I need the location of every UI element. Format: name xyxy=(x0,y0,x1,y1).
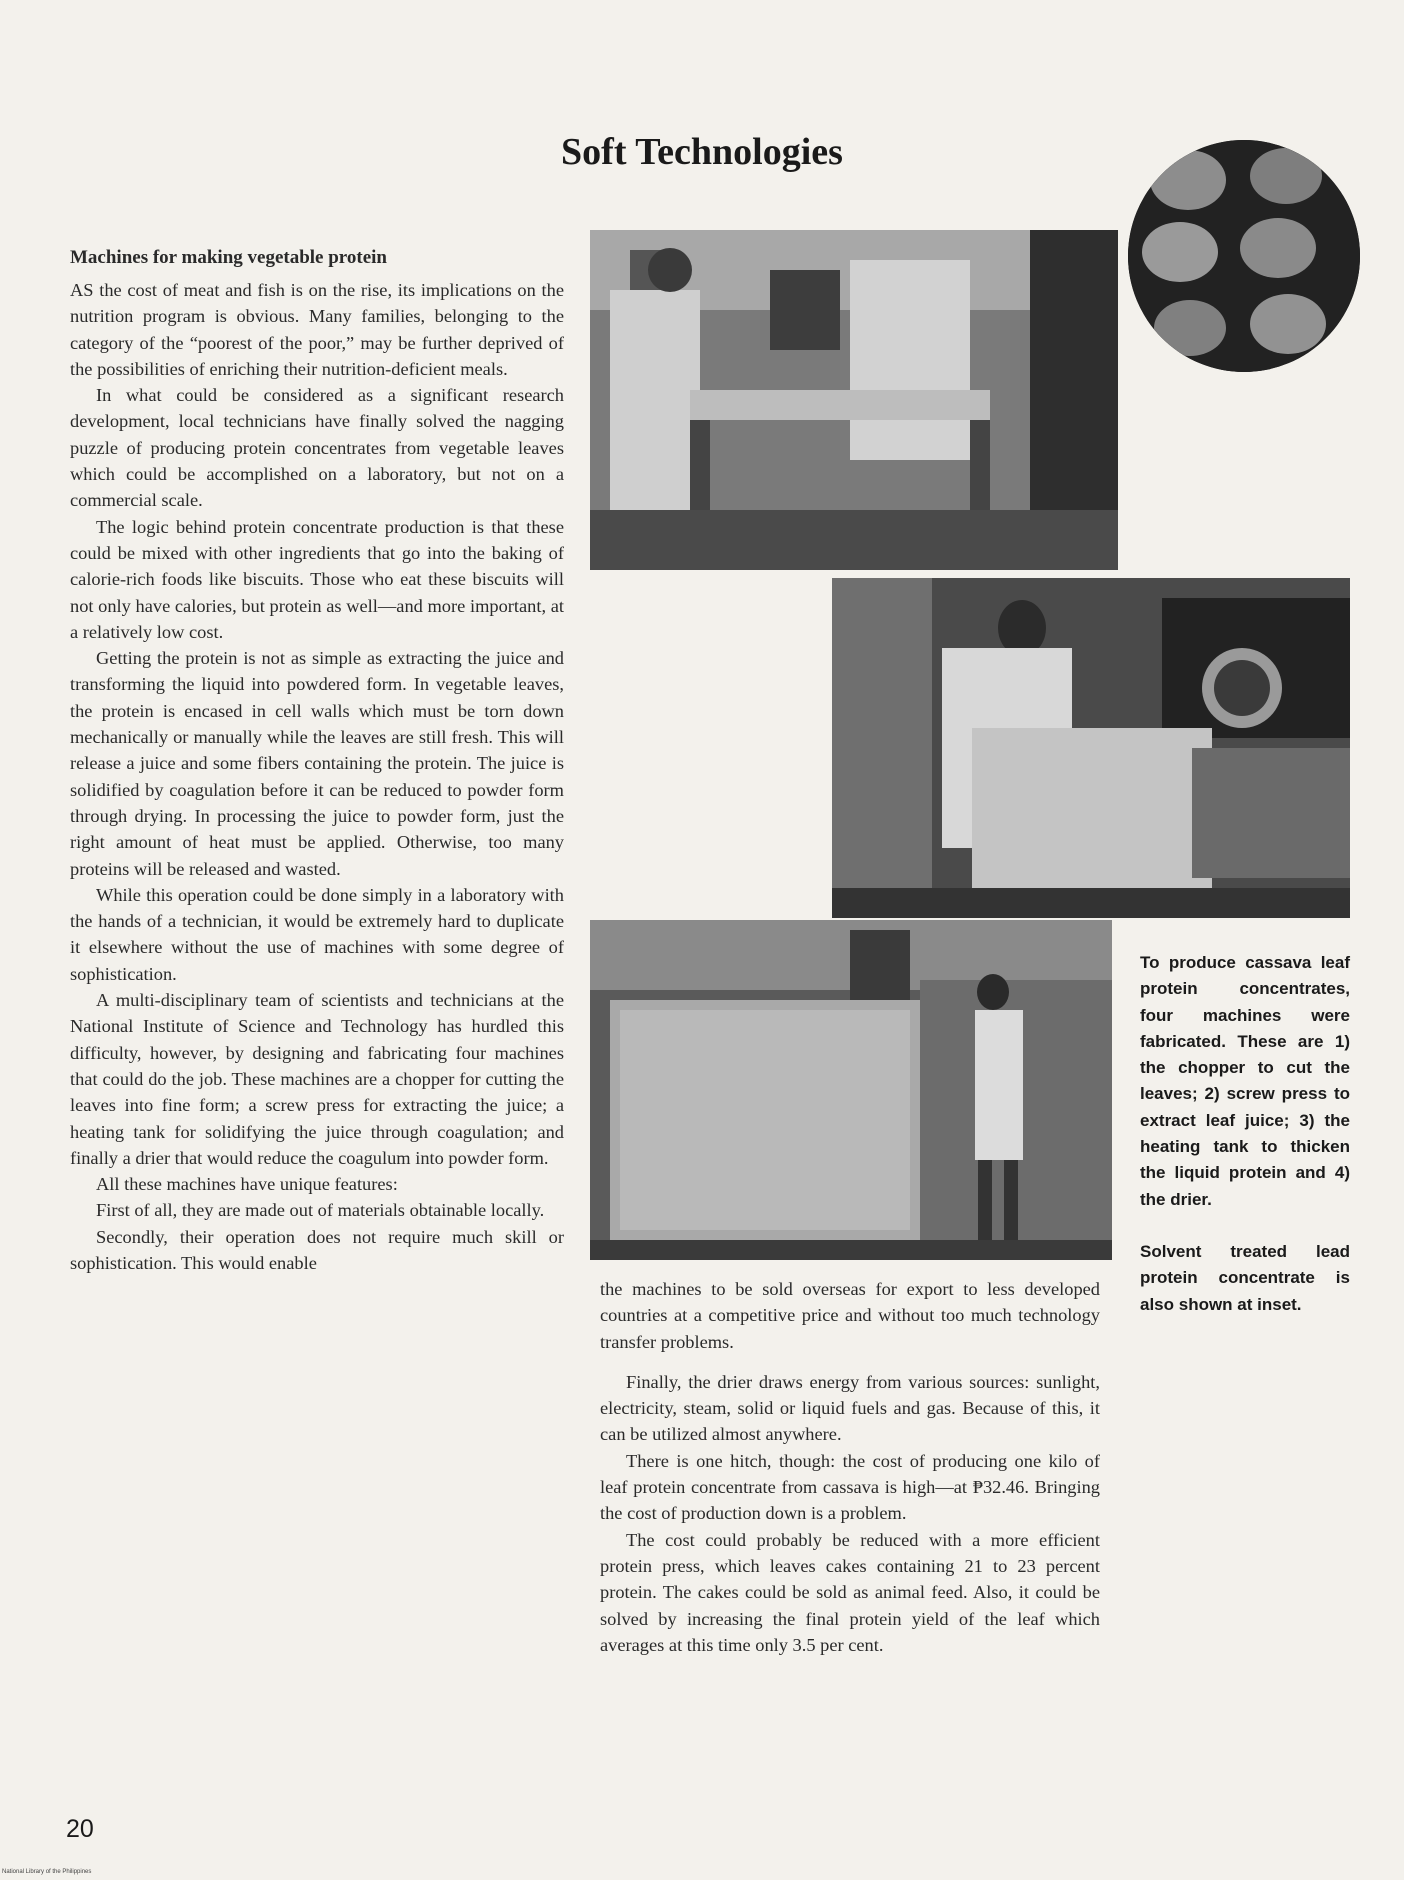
inset-photo-protein-concentrate xyxy=(1128,140,1360,372)
photo-screw-press xyxy=(832,578,1350,918)
photo-heating-tank-drier xyxy=(590,920,1112,1260)
paragraph-secondly: Secondly, their operation does not require much skill or sophistication. This would enable xyxy=(70,1226,564,1273)
caption-inset: Solvent treated lead protein concentrate is also shown at inset. xyxy=(1140,1241,1350,1314)
paragraph-laboratory: While this operation could be done simply in a laboratory with the hands of a technician, it would be extremely hard to duplicate it elsewhere without the use of machines with some degree of sophistication. xyxy=(70,884,564,984)
section-heading: Machines for making vegetable protein xyxy=(70,247,387,268)
paragraph-team: A multi-disciplinary team of scientists and technicians at the National Institute of Science and Technology has hurdled this difficulty, however, by designing and fabricating four machines that could do the job. These machines are a chopper for cutting the leaves into fine form; a screw press for extracting the juice; a heating tank for solidifying the juice through coagulation; and finally a drier that would reduce the coagulum into powder form. xyxy=(70,990,564,1168)
paragraph-first: First of all, they are made out of materials obtainable locally. xyxy=(96,1200,545,1221)
photo-caption xyxy=(1140,950,1350,1318)
photo-1-graphic xyxy=(590,230,1118,570)
photo-2-graphic xyxy=(832,578,1350,918)
paragraph-intro: AS the cost of meat and fish is on the rise, its implications on the nutrition program is obvious. Many families, belonging to the category of the “poorest of the poor,” may be further deprived of the possibilities of enriching their nutrition-deficient meals. xyxy=(70,280,564,379)
paragraph-getting-protein: Getting the protein is not as simple as extracting the juice and transforming the liquid into powdered form. In vegetable leaves, the protein is encased in cell walls which must be torn down mechanically or manually while the leaves are still fresh. This will release a juice and some fibers containing the protein. The juice is solidified by coagulation before it can be reduced to powder form through drying. In processing the juice to powder form, just the right amount of heat must be applied. Otherwise, too many proteins will be released and wasted. xyxy=(70,648,564,879)
paragraph-features: All these machines have unique features: xyxy=(96,1174,398,1195)
footer-credit: National Library of the Philippines xyxy=(2,1869,92,1875)
photo-chopper-machine xyxy=(590,230,1118,570)
inset-photo-graphic xyxy=(1128,140,1360,372)
paragraph-drier-energy: Finally, the drier draws energy from various sources: sunlight, electricity, steam, solid or liquid fuels and gas. Because of this, it can be utilized almost anywhere. xyxy=(600,1371,1100,1445)
photo-3-graphic xyxy=(590,920,1112,1260)
paragraph-cost-hitch: There is one hitch, though: the cost of producing one kilo of leaf protein concentrate from cassava is high—at ₱32.46. Bringing the cost of production down is a problem. xyxy=(600,1450,1100,1524)
paragraph-cost-reduction: The cost could probably be reduced with a more efficient protein press, which leaves cakes containing 21 to 23 percent protein. The cakes could be sold as animal feed. Also, it could be solved by increasing the final protein yield of the leaf which averages at this time only 3.5 per cent. xyxy=(600,1529,1100,1655)
paragraph-export: the machines to be sold overseas for export to less developed countries at a competitive price and without too much technology transfer problems. xyxy=(600,1279,1100,1352)
middle-text-column xyxy=(600,1276,1100,1658)
page-number: 20 xyxy=(66,1815,94,1843)
left-text-column xyxy=(70,245,564,1276)
paragraph-research-development: In what could be considered as a significant research development, local technicians have finally solved the nagging puzzle of producing protein concentrates from vegetable leaves which could be accomplished on a laboratory, but not on a commercial scale. xyxy=(70,385,564,511)
paragraph-logic: The logic behind protein concentrate production is that these could be mixed with other ingredients that go into the baking of calorie-rich foods like biscuits. Those who eat these biscuits will not only have calories, but protein as well—and more important, at a relatively low cost. xyxy=(70,516,564,642)
page-title: Soft Technologies xyxy=(561,131,843,173)
caption-machines: To produce cassava leaf protein concentrates, four machines were fabricated. These are 1) the chopper to cut the leaves; 2) screw press to extract leaf juice; 3) the heating tank to thicken the liquid protein and 4) the drier. xyxy=(1140,953,1350,1209)
